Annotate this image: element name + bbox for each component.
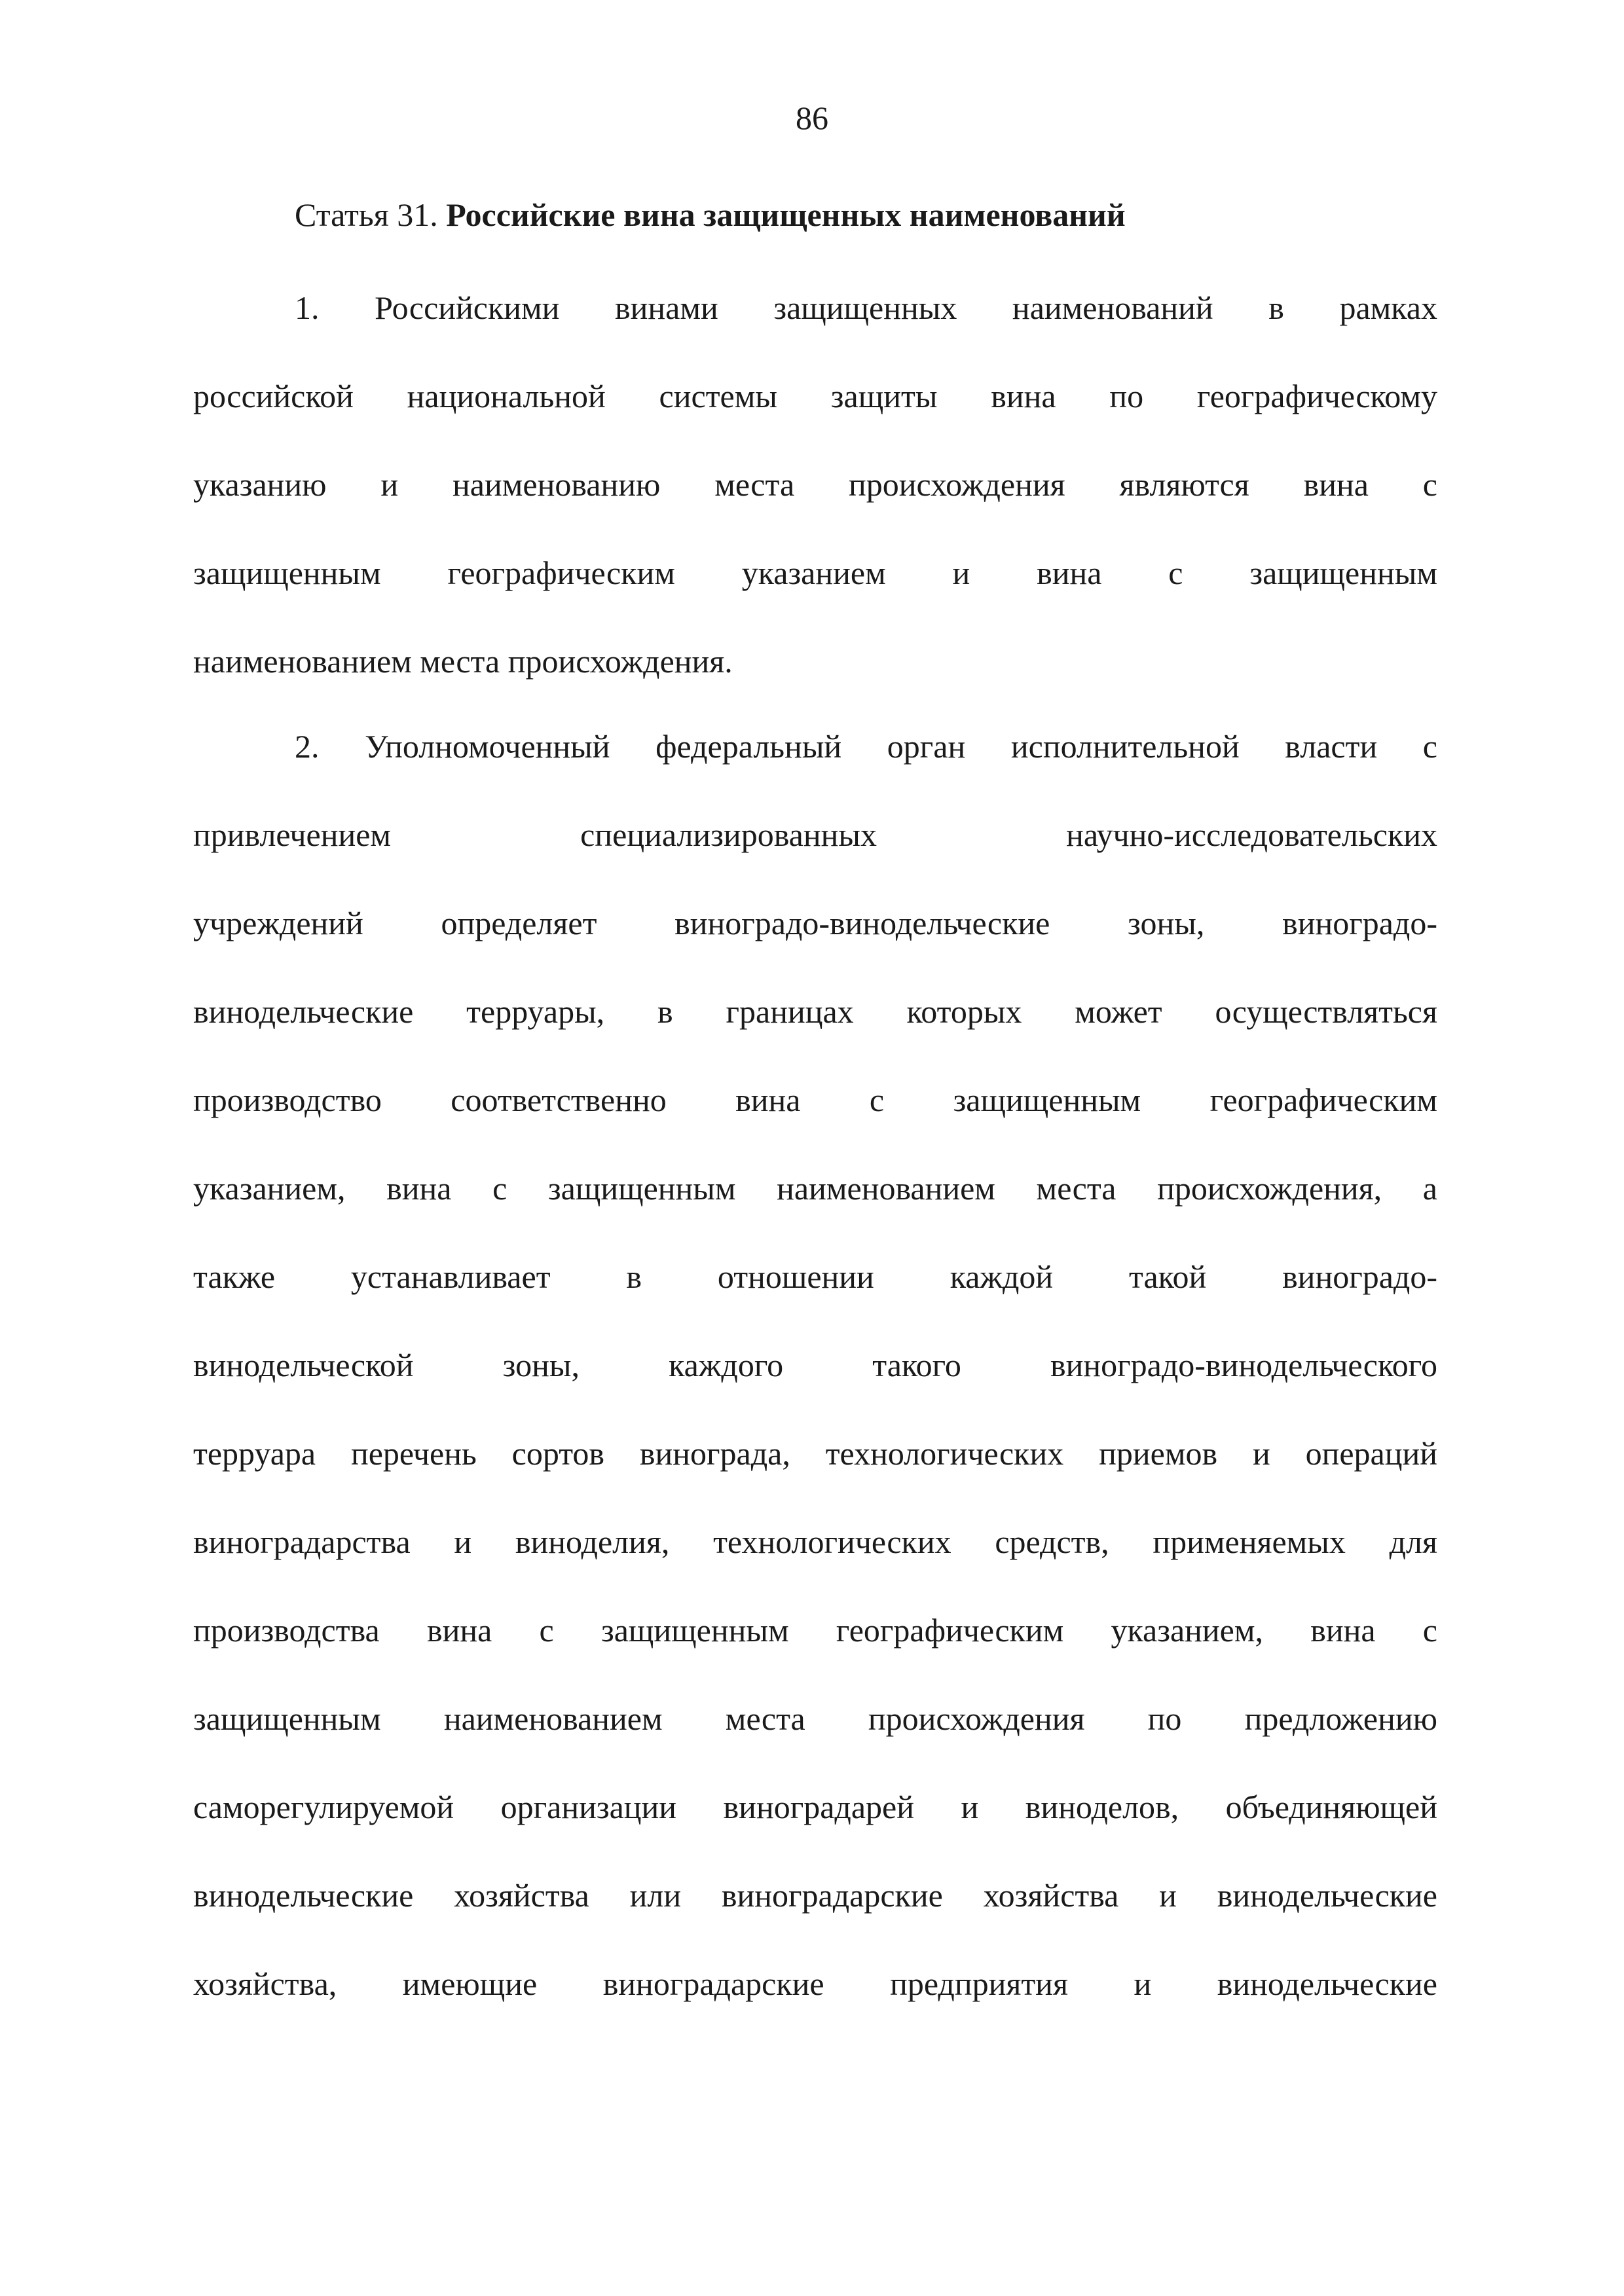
paragraph-2 — [193, 727, 1437, 2052]
article-heading — [295, 195, 1126, 234]
paragraph-line: защищенным наименованием места происхождения по предложению — [193, 1700, 1437, 1737]
paragraph-line: винодельческой зоны, каждого такого виноградо-винодельческого — [193, 1347, 1437, 1383]
paragraph-line: 1. Российскими винами защищенных наименований в рамках — [295, 289, 1437, 326]
paragraph-line: саморегулируемой организации виноградарей и виноделов, объединяющей — [193, 1789, 1437, 1825]
paragraph-line: винодельческие хозяйства или виноградарские хозяйства и винодельческие — [193, 1877, 1437, 1914]
paragraph-line: также устанавливает в отношении каждой такой виноградо- — [193, 1258, 1437, 1295]
paragraph-line: винодельческие терруары, в границах которых может осуществляться — [193, 993, 1437, 1030]
article-title: Российские вина защищенных наименований — [446, 196, 1126, 233]
paragraph-line: хозяйства, имеющие виноградарские предприятия и винодельческие — [193, 1965, 1437, 2002]
paragraph-line: указанию и наименованию места происхождения являются вина с — [193, 466, 1437, 503]
paragraph-line: учреждений определяет виноградо-винодельческие зоны, виноградо- — [193, 905, 1437, 941]
paragraph-line: российской национальной системы защиты вина по географическому — [193, 378, 1437, 414]
paragraph-line: производства вина с защищенным географическим указанием, вина с — [193, 1612, 1437, 1649]
article-label: Статья 31. — [295, 196, 438, 233]
page-number: 86 — [796, 100, 828, 136]
paragraph-line: защищенным географическим указанием и вина с защищенным — [193, 555, 1437, 591]
paragraph-line: виноградарства и виноделия, технологических средств, применяемых для — [193, 1523, 1437, 1560]
paragraph-line: производство соответственно вина с защищенным географическим — [193, 1082, 1437, 1118]
paragraph-line: привлечением специализированных научно-исследовательских — [193, 816, 1437, 853]
paragraph-line: наименованием места происхождения. — [193, 643, 733, 680]
paragraph-line: указанием, вина с защищенным наименованием места происхождения, а — [193, 1170, 1437, 1207]
paragraph-line: терруара перечень сортов винограда, технологических приемов и операций — [193, 1435, 1437, 1472]
paragraph-line: 2. Уполномоченный федеральный орган исполнительной власти с — [295, 728, 1437, 765]
paragraph-1 — [193, 288, 1437, 730]
